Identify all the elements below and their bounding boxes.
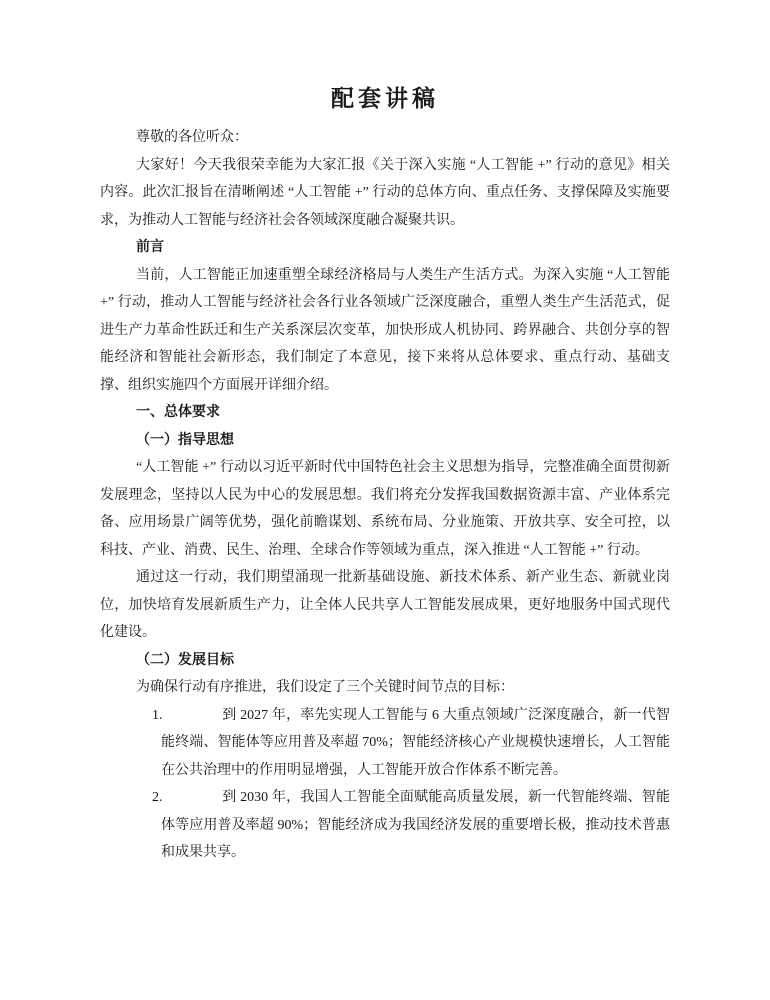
page-title: 配套讲稿 [331,86,439,111]
goal-text-2030: 到 2030 年，我国人工智能全面赋能高质量发展，新一代智能终端、智能体等应用普及率超 90%；智能经济成为我国经济发展的重要增长极，推动技术普惠和成果共享。 [161,790,670,860]
goals-intro-paragraph: 为确保行动有序推进，我们设定了三个关键时间节点的目标： [136,680,514,695]
guiding-ideology-paragraph-2: 通过这一行动，我们期望涌现一批新基础设施、新技术体系、新产业生态、新就业岗位，加快培育发展新质生产力，让全体人民共享人工智能发展成果，更好地服务中国式现代化建设。 [100,570,670,640]
preface-paragraph: 当前，人工智能正加速重塑全球经济格局与人类生产生活方式。为深入实施 “人工智能 +” 行动，推动人工智能与经济社会各行业各领域广泛深度融合，重塑人类生产生活范式，促进生产力革命性跃迁和生产关系深层次变革，加快形成人机协同、跨界融合、共创分享的智能经济和智能社会新形态，我们制定了本意见，接下来将从总体要求、重点行动、基础支撑、组织实施四个方面展开详细介绍。 [100,267,670,393]
goal-item-2030 [100,784,670,867]
section-1-heading: 一、总体要求 [136,405,220,420]
goal-number-1: 1. [152,707,163,723]
subsection-development-goals-heading: （二）发展目标 [136,652,234,668]
opening-paragraph: 大家好！今天我很荣幸能为大家汇报《关于深入实施 “人工智能 +” 行动的意见》相关内容。此次汇报旨在清晰阐述 “人工智能 +” 行动的总体方向、重点任务、支撑保障及实施要求，为推动人工智能与经济社会各领域深度融合凝聚共识。 [100,157,670,228]
goal-number-2: 2. [152,790,163,805]
goal-text-2027: 到 2027 年，率先实现人工智能与 6 大重点领域广泛深度融合，新一代智能终端、智能体等应用普及率超 70%；智能经济核心产业规模快速增长，人工智能在公共治理中的作用明显增强，人工智能开放合作体系不断完善。 [161,707,670,778]
guiding-ideology-paragraph-1: “人工智能 +” 行动以习近平新时代中国特色社会主义思想为指导，完整准确全面贯彻新发展理念，坚持以人民为中心的发展思想。我们将充分发挥我国数据资源丰富、产业体系完备、应用场景广阔等优势，强化前瞻谋划、系统布局、分业施策、开放共享、安全可控，以科技、产业、消费、民生、治理、全球合作等领域为重点，深入推进 “人工智能 +” 行动。 [100,460,670,558]
subsection-guiding-ideology-heading: （一）指导思想 [136,432,234,448]
preface-heading: 前言 [136,240,164,255]
goal-item-2027 [100,702,670,785]
greeting-line: 尊敬的各位听众： [136,130,248,145]
